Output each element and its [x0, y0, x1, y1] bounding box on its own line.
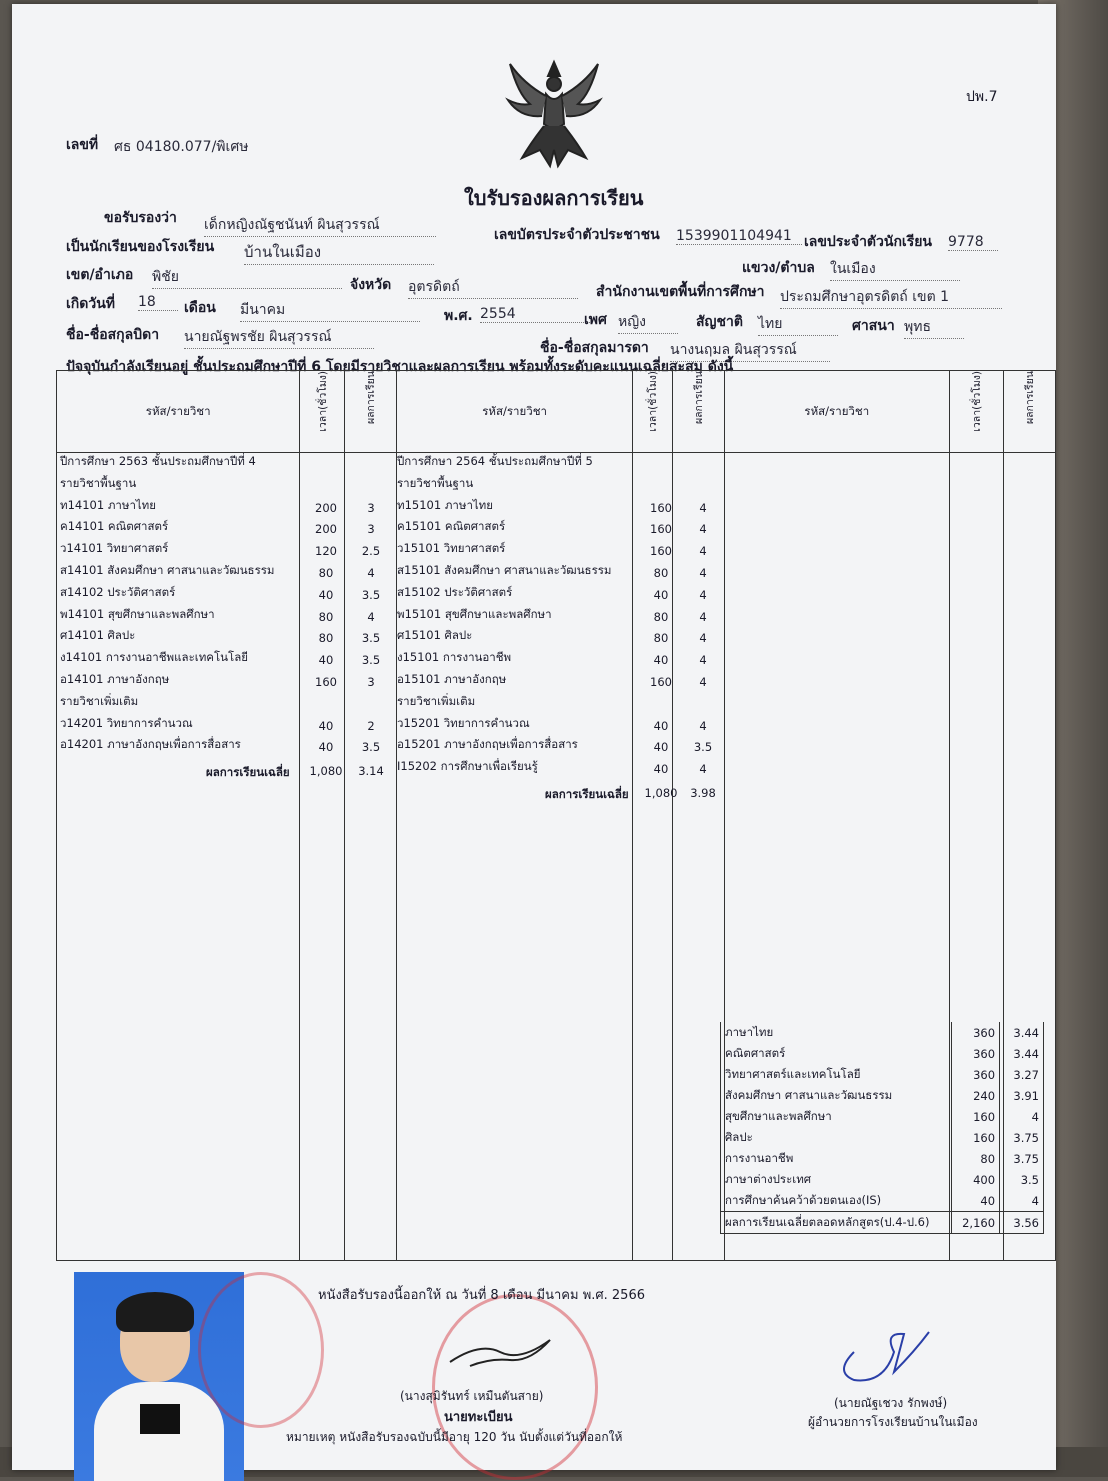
- doc-no-label: เลขที่: [66, 137, 99, 153]
- col2-row-text: ปีการศึกษา 2564 ชั้นประถมศึกษาปีที่ 5: [397, 454, 593, 468]
- col2-row-text: ศ15101 ศิลปะ: [397, 628, 473, 643]
- col2-row-grade: 4: [699, 500, 707, 515]
- birth-day-label: เกิดวันที่: [66, 296, 116, 312]
- subdistrict-label: แขวง/ตำบล: [742, 260, 815, 276]
- father: นายณัฐพรชัย ผินสุวรรณ์: [184, 326, 374, 349]
- col1-row-hours: 120: [315, 544, 337, 559]
- col2-row-grade: 4: [699, 762, 707, 777]
- birth-day: 18: [138, 294, 178, 311]
- col2-row-text: รายวิชาพื้นฐาน: [397, 475, 474, 490]
- col1-avg-grade: 3.14: [358, 764, 384, 779]
- col2-row-grade: 4: [699, 566, 707, 580]
- summary-row: [721, 1106, 1044, 1127]
- summary-total-hours: 2,160: [952, 1212, 1000, 1234]
- header-grade-3: ผลการเรียน: [1023, 371, 1036, 425]
- summary-total-label: ผลการเรียนเฉลี่ยตลอดหลักสูตร(ป.4-ป.6): [721, 1212, 952, 1234]
- summary-grade: 4: [1000, 1190, 1044, 1212]
- col2-row-text: ง15101 การงานอาชีพ: [397, 650, 512, 665]
- office-label: สำนักงานเขตพื้นที่การศึกษา: [596, 284, 765, 300]
- col2-row-hours: 160: [650, 544, 672, 559]
- summary-hours: 360: [952, 1043, 1000, 1064]
- col1-row-grade: 3: [367, 500, 375, 515]
- col1-row-text: ค14101 คณิตศาสตร์: [60, 519, 169, 534]
- summary-grade: 3.27: [1000, 1064, 1044, 1085]
- summary-subject: การศึกษาค้นคว้าด้วยตนเอง(IS): [721, 1190, 952, 1212]
- col1-row-text: ศ14101 ศิลปะ: [60, 628, 136, 643]
- header-subject-3: รหัส/รายวิชา: [804, 403, 870, 418]
- summary-grade: 3.44: [1000, 1043, 1044, 1064]
- col2-row-hours: 160: [650, 675, 672, 689]
- col1-row-text: ส14102 ประวัติศาสตร์: [60, 584, 176, 599]
- col2-row-grade: 4: [699, 653, 707, 668]
- summary-hours: 80: [952, 1148, 1000, 1169]
- col1-row-hours: 80: [318, 609, 334, 624]
- mother: นางนฤมล ผินสุวรรณ์: [670, 339, 830, 362]
- col2-row-text: ส15101 สังคมศึกษา ศาสนาและวัฒนธรรม: [397, 563, 612, 577]
- col2-row-grade: 4: [699, 609, 707, 624]
- summary-subject: การงานอาชีพ: [721, 1148, 952, 1169]
- col2-row-hours: 160: [650, 500, 672, 515]
- summary-hours: 160: [952, 1127, 1000, 1148]
- col2-row-grade: 4: [699, 522, 707, 537]
- school-label: เป็นนักเรียนของโรงเรียน: [66, 239, 215, 255]
- religion: พุทธ: [904, 316, 964, 339]
- summary-grade: 4: [1000, 1106, 1044, 1127]
- col1-row-grade: 4: [367, 609, 375, 624]
- summary-total-row: [721, 1212, 1044, 1234]
- col1-row-hours: 200: [315, 500, 337, 515]
- col1-row-hours: 40: [318, 653, 334, 668]
- col1-row-grade: 3: [367, 675, 375, 689]
- summary-grade: 3.75: [1000, 1148, 1044, 1169]
- summary-row: [721, 1085, 1044, 1106]
- col2-row-text: ว15101 วิทยาศาสตร์: [397, 541, 506, 556]
- col2-row-hours: 80: [653, 631, 669, 646]
- col2-row-text: ส15102 ประวัติศาสตร์: [397, 584, 513, 599]
- col2-row-text: ท15101 ภาษาไทย: [397, 497, 493, 512]
- student-name: เด็กหญิงณัฐชนันท์ ผินสุวรรณ์: [204, 214, 436, 237]
- col1-row-text: ส14101 สังคมศึกษา ศาสนาและวัฒนธรรม: [60, 563, 275, 577]
- col2-row-text: รายวิชาเพิ่มเติม: [397, 693, 476, 708]
- col1-row-grade: 3: [367, 522, 375, 537]
- student-no-label: เลขประจำตัวนักเรียน: [804, 234, 933, 250]
- sex: หญิง: [618, 311, 678, 334]
- religion-label: ศาสนา: [852, 318, 895, 334]
- col1-row-hours: 40: [318, 718, 334, 733]
- id-no: 1539901104941: [676, 228, 802, 245]
- summary-subject: สังคมศึกษา ศาสนาและวัฒนธรรม: [721, 1085, 952, 1106]
- mother-label: ชื่อ-ชื่อสกุลมารดา: [540, 340, 649, 356]
- note-text: หมายเหตุ หนังสือรับรองฉบับนี้มีอายุ 120 วัน นับตั้งแต่วันที่ออกให้: [286, 1430, 623, 1444]
- sex-label: เพศ: [584, 312, 607, 328]
- document-title: ใบรับรองผลการเรียน: [464, 186, 644, 210]
- summary-hours: 160: [952, 1106, 1000, 1127]
- header-grade-1: ผลการเรียน: [364, 371, 377, 425]
- header-hours-2: เวลา(ชั่วโมง): [647, 371, 660, 432]
- col2-row-text: พ15101 สุขศึกษาและพลศึกษา: [397, 606, 552, 621]
- col1-row-grade: 3.5: [361, 740, 381, 755]
- col2-avg-grade: 3.98: [690, 786, 716, 800]
- doc-no: ศธ 04180.077/พิเศษ: [114, 139, 249, 155]
- summary-row: [721, 1127, 1044, 1148]
- col1-row-hours: 80: [318, 566, 334, 580]
- subdistrict: ในเมือง: [830, 258, 960, 281]
- summary-total-grade: 3.56: [1000, 1212, 1044, 1234]
- col1-row-text: ว14201 วิทยาการคำนวณ: [60, 715, 193, 730]
- col2-row-grade: 4: [699, 587, 707, 602]
- summary-subject: วิทยาศาสตร์และเทคโนโลยี: [721, 1064, 952, 1085]
- col2-row-grade: 4: [699, 675, 707, 689]
- summary-row: [721, 1043, 1044, 1064]
- nationality-label: สัญชาติ: [696, 314, 743, 330]
- col1-row-hours: 40: [318, 740, 334, 755]
- col2-avg-label: ผลการเรียนเฉลี่ย: [545, 787, 629, 801]
- header-hours-3: เวลา(ชั่วโมง): [970, 371, 983, 432]
- summary-row: [721, 1190, 1044, 1212]
- summary-grade: 3.91: [1000, 1085, 1044, 1106]
- form-code: ปพ.7: [966, 89, 998, 105]
- summary-subject: สุขศึกษาและพลศึกษา: [721, 1106, 952, 1127]
- col2-row-grade: 4: [699, 544, 707, 559]
- col1-row-text: ปีการศึกษา 2563 ชั้นประถมศึกษาปีที่ 4: [60, 454, 256, 468]
- col2-row-hours: 40: [653, 762, 669, 777]
- director-name: (นายณัฐเชวง รักพงษ์): [834, 1396, 948, 1410]
- col1-row-text: อ14101 ภาษาอังกฤษ: [60, 672, 170, 686]
- col1-row-text: อ14201 ภาษาอังกฤษเพื่อการสื่อสาร: [60, 737, 241, 752]
- col1-row-grade: 3.5: [361, 587, 381, 602]
- registrar-title: นายทะเบียน: [444, 1410, 513, 1425]
- summary-subject: ภาษาต่างประเทศ: [721, 1169, 952, 1190]
- birth-year-label: พ.ศ.: [444, 308, 473, 324]
- col2-avg-hours: 1,080: [644, 786, 678, 800]
- header-hours-1: เวลา(ชั่วโมง): [316, 371, 329, 432]
- office: ประถมศึกษาอุตรดิตถ์ เขต 1: [780, 286, 1002, 309]
- summary-row: [721, 1064, 1044, 1085]
- summary-table: [720, 1022, 1044, 1234]
- col2-row-grade: 4: [699, 631, 707, 646]
- garuda-emblem: [500, 54, 608, 174]
- birth-month-label: เดือน: [184, 300, 216, 316]
- col1-row-grade: 4: [367, 566, 375, 580]
- col1-row-grade: 3.5: [361, 653, 381, 668]
- col1-avg-label: ผลการเรียนเฉลี่ย: [206, 765, 290, 780]
- school-seal-left: [198, 1272, 324, 1428]
- nationality: ไทย: [758, 313, 838, 336]
- summary-subject: คณิตศาสตร์: [721, 1043, 952, 1064]
- registrar-name: (นางสุมิรันทร์ เหมืนตันสาย): [400, 1389, 544, 1403]
- student-no: 9778: [948, 234, 998, 251]
- col2-row-grade: 4: [699, 718, 707, 733]
- summary-grade: 3.5: [1000, 1169, 1044, 1190]
- summary-hours: 400: [952, 1169, 1000, 1190]
- header-subject-1: รหัส/รายวิชา: [145, 403, 211, 418]
- district-label: เขต/อำเภอ: [66, 267, 134, 283]
- birth-year: 2554: [480, 306, 590, 323]
- year5-column: [393, 453, 715, 803]
- summary-grade: 3.75: [1000, 1127, 1044, 1148]
- header-grade-2: ผลการเรียน: [692, 371, 705, 425]
- col2-row-hours: 40: [653, 718, 669, 733]
- year4-column: [56, 453, 393, 783]
- col1-row-text: ง14101 การงานอาชีพและเทคโนโลยี: [60, 650, 248, 665]
- col2-row-grade: 3.5: [693, 740, 713, 755]
- summary-row: [721, 1169, 1044, 1190]
- col1-row-grade: 2: [367, 718, 375, 733]
- province-label: จังหวัด: [350, 277, 392, 293]
- certify-label: ขอรับรองว่า: [104, 210, 177, 226]
- father-label: ชื่อ-ชื่อสกุลบิดา: [66, 327, 160, 343]
- issue-text: หนังสือรับรองนี้ออกให้ ณ วันที่ 8 เดือน มีนาคม พ.ศ. 2566: [318, 1288, 645, 1303]
- summary-hours: 40: [952, 1190, 1000, 1212]
- col1-row-hours: 160: [315, 675, 337, 689]
- col1-row-hours: 40: [318, 587, 334, 602]
- col2-row-hours: 40: [653, 740, 669, 755]
- col2-row-text: ค15101 คณิตศาสตร์: [397, 519, 506, 534]
- col1-row-text: รายวิชาเพิ่มเติม: [60, 693, 139, 708]
- summary-hours: 360: [952, 1022, 1000, 1043]
- summary-grade: 3.44: [1000, 1022, 1044, 1043]
- summary-row: [721, 1148, 1044, 1169]
- col2-row-hours: 160: [650, 522, 672, 537]
- col1-row-text: ท14101 ภาษาไทย: [60, 497, 156, 512]
- district: พิชัย: [152, 266, 342, 289]
- summary-hours: 240: [952, 1085, 1000, 1106]
- col1-row-text: ว14101 วิทยาศาสตร์: [60, 541, 169, 556]
- summary-subject: ศิลปะ: [721, 1127, 952, 1148]
- col1-avg-hours: 1,080: [309, 764, 343, 779]
- registrar-signature: [440, 1322, 580, 1382]
- current-text: ปัจจุบันกำลังเรียนอยู่ ชั้นประถมศึกษาปีที่ 6 โดยมีรายวิชาและผลการเรียน พร้อมทั้งระดับคะแนนเฉลี่ยสะสม ดังนี้: [66, 359, 734, 375]
- col2-row-hours: 40: [653, 653, 669, 668]
- summary-row: [721, 1022, 1044, 1043]
- header-subject-2: รหัส/รายวิชา: [482, 403, 547, 418]
- col1-row-text: พ14101 สุขศึกษาและพลศึกษา: [60, 606, 215, 621]
- id-label: เลขบัตรประจำตัวประชาชน: [494, 227, 660, 243]
- col2-row-text: อ15201 ภาษาอังกฤษเพื่อการสื่อสาร: [397, 737, 578, 752]
- summary-hours: 360: [952, 1064, 1000, 1085]
- col1-row-hours: 80: [318, 631, 334, 646]
- certificate-paper: [12, 4, 1056, 1470]
- province: อุตรดิตถ์: [408, 276, 578, 299]
- school: บ้านในเมือง: [244, 240, 434, 265]
- col1-row-text: รายวิชาพื้นฐาน: [60, 475, 137, 490]
- birth-month: มีนาคม: [240, 299, 420, 322]
- col2-row-hours: 80: [653, 566, 669, 580]
- col2-row-text: I15202 การศึกษาเพื่อเรียนรู้: [397, 759, 538, 774]
- summary-subject: ภาษาไทย: [721, 1022, 952, 1043]
- col2-row-text: ว15201 วิทยาการคำนวณ: [397, 715, 530, 730]
- col1-row-grade: 3.5: [361, 631, 381, 646]
- director-title: ผู้อำนวยการโรงเรียนบ้านในเมือง: [808, 1415, 978, 1429]
- col1-row-hours: 200: [315, 522, 337, 537]
- col2-row-hours: 40: [653, 587, 669, 602]
- col1-row-grade: 2.5: [361, 544, 381, 559]
- col2-row-hours: 80: [653, 609, 669, 624]
- director-signature: [824, 1322, 944, 1392]
- col2-row-text: อ15101 ภาษาอังกฤษ: [397, 672, 507, 686]
